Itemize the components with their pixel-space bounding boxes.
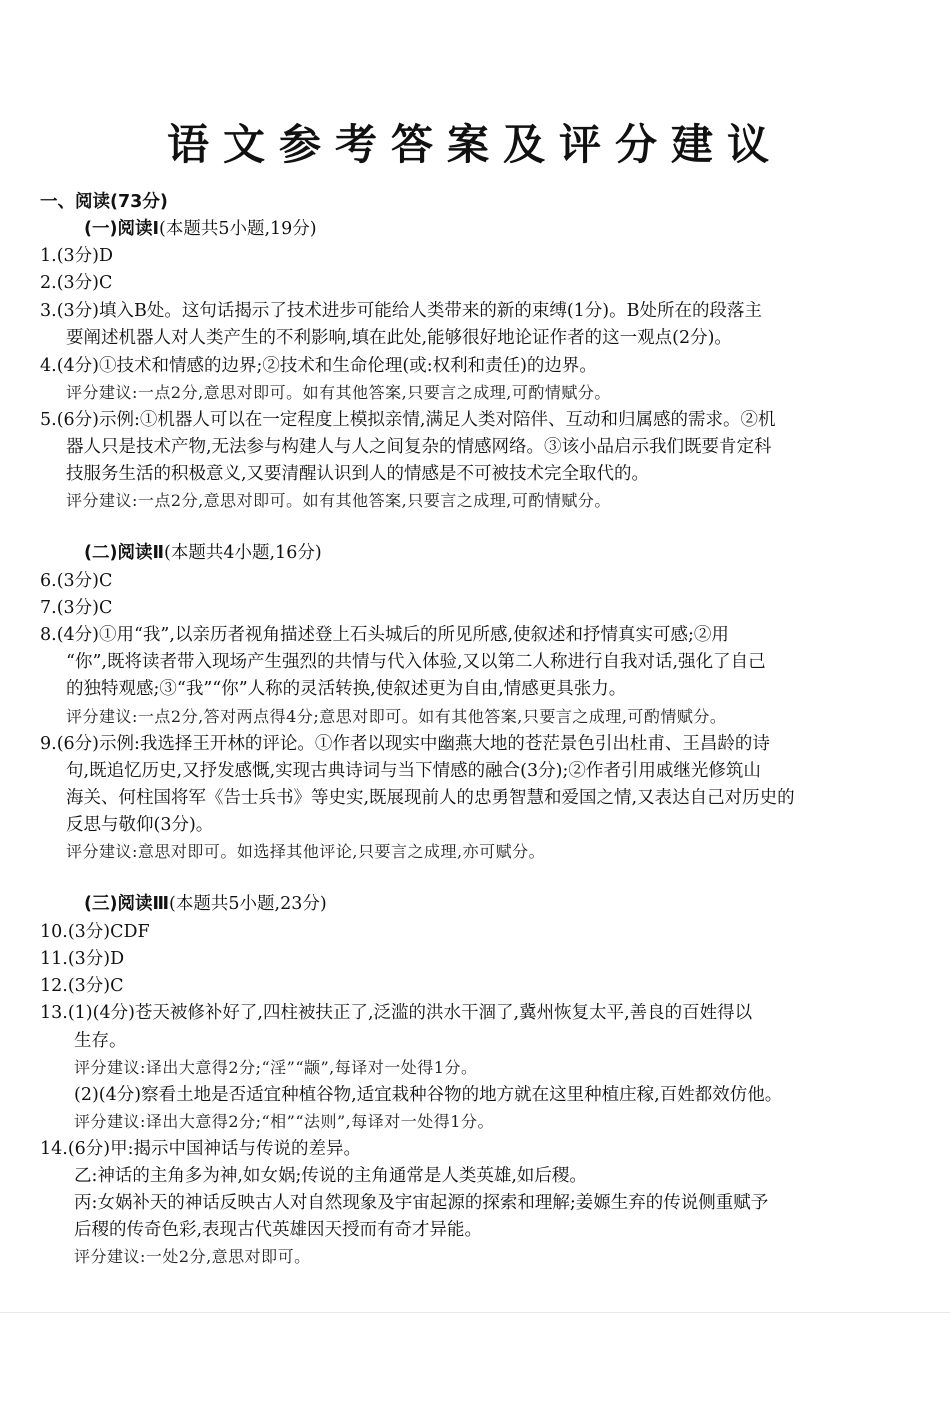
scoring-note-q14: 评分建议:一处2分,意思对即可。 [74,1247,311,1266]
scoring-note-q13-1: 评分建议:译出大意得2分;“淫”“颛”,每译对一处得1分。 [74,1058,478,1077]
part3-heading-row [84,891,327,917]
page-title: 语文参考答案及评分建议 [166,120,783,169]
part1-meta: (本题共5小题,19分) [159,219,317,239]
part1-heading-row [84,216,317,242]
scoring-note-q4: 评分建议:一点2分,意思对即可。如有其他答案,只要言之成理,可酌情赋分。 [66,383,611,402]
answer-q9-line1: 9.(6分)示例:我选择王开林的评论。①作者以现实中幽燕大地的苍茫景色引出杜甫、王昌龄的诗 [40,734,770,754]
answer-q9-line2: 句,既追忆历史,又抒发感慨,实现古典诗词与当下情感的融合(3分);②作者引用戚继光修筑山 [66,761,761,781]
scoring-note-q5: 评分建议:一点2分,意思对即可。如有其他答案,只要言之成理,可酌情赋分。 [66,491,611,510]
part2-meta: (本题共4小题,16分) [164,543,322,563]
scoring-note-q8: 评分建议:一点2分,答对两点得4分;意思对即可。如有其他答案,只要言之成理,可酌情赋分。 [66,707,727,726]
answer-q3-line1: 3.(3分)填入B处。这句话揭示了技术进步可能给人类带来的新的束缚(1分)。B处所在的段落主 [40,301,762,321]
answer-q1: 1.(3分)D [40,246,114,266]
scoring-note-q9: 评分建议:意思对即可。如选择其他评论,只要言之成理,亦可赋分。 [66,842,546,861]
answer-q14-line2: 乙:神话的主角多为神,如女娲;传说的主角通常是人类英雄,如后稷。 [74,1166,587,1186]
answer-q8-line3: 的独特观感;③“我”“你”人称的灵活转换,使叙述更为自由,情感更具张力。 [66,679,627,699]
answer-q6: 6.(3分)C [40,571,113,591]
part2-heading: (二)阅读Ⅱ [84,543,165,563]
answer-q8-line1: 8.(4分)①用“我”,以亲历者视角描述登上石头城后的所见所感,使叙述和抒情真实可感;②用 [40,625,729,645]
answer-q2: 2.(3分)C [40,273,113,293]
answer-q12: 12.(3分)C [40,976,124,996]
answer-q13-line1: 13.(1)(4分)苍天被修补好了,四柱被扶正了,泛滥的洪水干涸了,冀州恢复太平,善良的百姓得以 [40,1003,753,1023]
answer-q4: 4.(4分)①技术和情感的边界;②技术和生命伦理(或:权利和责任)的边界。 [40,356,597,376]
answer-q14-line1: 14.(6分)甲:揭示中国神话与传说的差异。 [40,1139,362,1159]
answer-q8-line2: “你”,既将读者带入现场产生强烈的共情与代入体验,又以第二人称进行自我对话,强化了自己 [66,652,766,672]
section-heading-reading: 一、阅读(73分) [40,192,168,212]
answer-q14-line3: 丙:女娲补天的神话反映古人对自然现象及宇宙起源的探索和理解;姜嫄生弃的传说侧重赋予 [74,1193,769,1213]
answer-q5-line2: 器人只是技术产物,无法参与构建人与人之间复杂的情感网络。③该小品启示我们既要肯定科 [66,437,772,457]
answer-q5-line3: 技服务生活的积极意义,又要清醒认识到人的情感是不可被技术完全取代的。 [66,464,650,484]
scoring-note-q13-2: 评分建议:译出大意得2分;“相”“法则”,每译对一处得1分。 [74,1112,494,1131]
answer-q5-line1: 5.(6分)示例:①机器人可以在一定程度上模拟亲情,满足人类对陪伴、互动和归属感的需求。②机 [40,410,776,430]
answer-q13-line2: 生存。 [74,1031,127,1051]
answer-q3-line2: 要阐述机器人对人类产生的不利影响,填在此处,能够很好地论证作者的这一观点(2分)。 [66,328,732,348]
part1-heading: (一)阅读Ⅰ [84,219,160,239]
answer-q9-line4: 反思与敬仰(3分)。 [66,815,214,835]
answer-q9-line3: 海关、何柱国将军《告士兵书》等史实,既展现前人的忠勇智慧和爱国之情,又表达自己对历史的 [66,788,795,808]
answer-q13-part2: (2)(4分)察看土地是否适宜种植谷物,适宜栽种谷物的地方就在这里种植庄稼,百姓都效仿他。 [74,1085,783,1105]
answer-q10: 10.(3分)CDF [40,922,150,942]
page-bottom-edge [0,1312,950,1313]
part3-meta: (本题共5小题,23分) [169,894,327,914]
part3-heading: (三)阅读Ⅲ [84,894,170,914]
answer-q14-line4: 后稷的传奇色彩,表现古代英雄因天授而有奇才异能。 [74,1220,483,1240]
answer-q7: 7.(3分)C [40,598,113,618]
part2-heading-row [84,540,322,566]
answer-q11: 11.(3分)D [40,949,125,969]
